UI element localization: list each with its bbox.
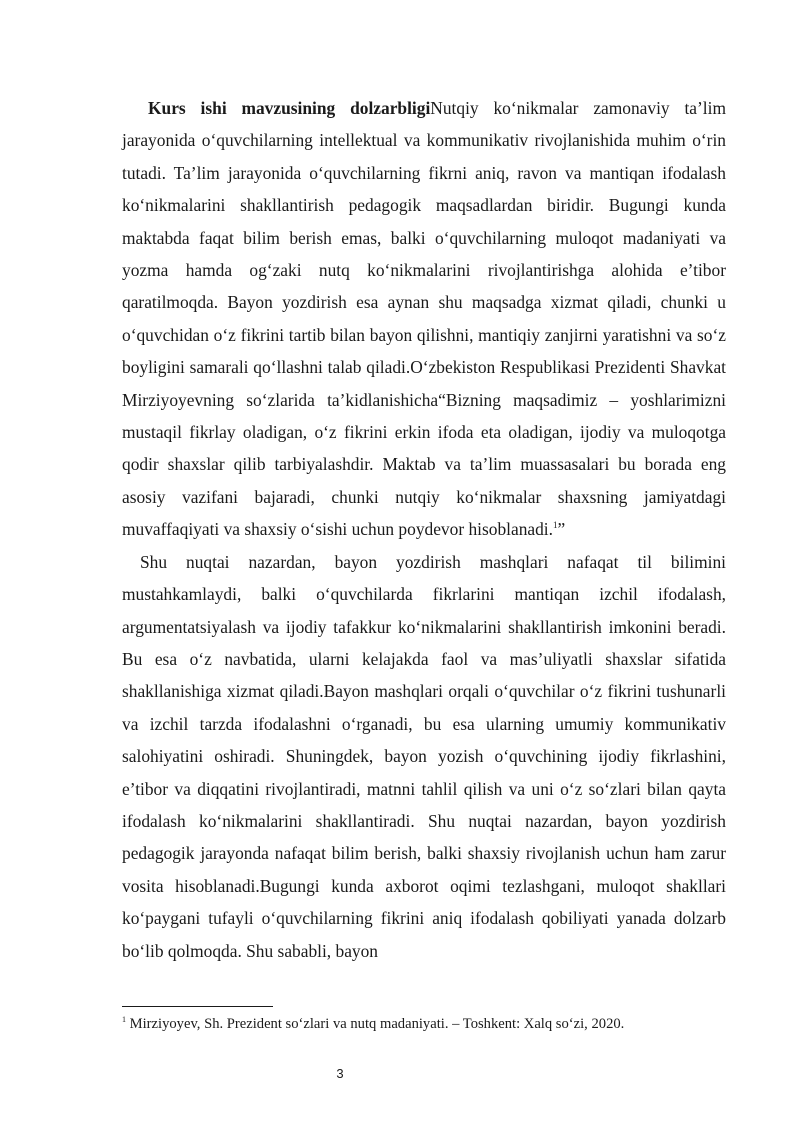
footnote-separator (122, 1006, 273, 1007)
section-heading: Kurs ishi mavzusining dolzarbligi (148, 98, 431, 118)
paragraph-1-text: Nutqiy ko‘nikmalar zamonaviy ta’lim jarayonida o‘quvchilarning intellektual va kommunikativ rivojlanishida muhim o‘rin tutadi. Ta’lim jarayonida o‘quvchilarning fikrni aniq, ravon va mantiqan ifodalash ko‘nikmalarini shakllantirish pedagogik maqsadlardan biridir. Bugungi kunda maktabda faqat bilim berish emas, balki o‘quvchilarning muloqot madaniyati va yozma hamda og‘zaki nutq ko‘nikmalarini rivojlantirishga alohida e’tibor qaratilmoqda. Bayon yozdirish esa aynan shu maqsadga xizmat qiladi, chunki u o‘quvchidan o‘z fikrini tartib bilan bayon qilishni, mantiqiy zanjirni yaratishni va so‘z boyligini samarali qo‘llashni talab qiladi.O‘zbekiston Respublikasi Prezidenti Shavkat Mirziyoyevning so‘zlarida ta’kidlanishicha“Bizning maqsadimiz – yoshlarimizni mustaqil fikrlay oladigan, o‘z fikrini erkin ifoda eta oladigan, ijodiy va muloqotga qodir shaxslar qilib tarbiyalashdir. Maktab va ta’lim muassasalari bu borada eng asosiy vazifani bajaradi, chunki nutqiy ko‘nikmalar shaxsning jamiyatdagi muvaffaqiyati va shaxsiy o‘sishi uchun poydevor hisoblanadi. (122, 98, 726, 540)
paragraph-2: Shu nuqtai nazardan, bayon yozdirish mashqlari nafaqat til bilimini mustahkamlaydi, balki o‘quvchilarda fikrlarini mantiqan izchil ifodalash, argumentatsiyalash va ijodiy tafakkur ko‘nikmalarini shakllantirish imkonini beradi. Bu esa o‘z navbatida, ularni kelajakda faol va mas’uliyatli shaxslar sifatida shakllanishiga xizmat qiladi.Bayon mashqlari orqali o‘quvchilar o‘z fikrini tushunarli va izchil tarzda ifodalashni o‘rganadi, bu esa ularning umumiy kommunikativ salohiyatini oshiradi. Shuningdek, bayon yozish o‘quvchining ijodiy fikrlashini, e’tibor va diqqatini rivojlantiradi, matnni tahlil qilish va uni o‘z so‘zlari bilan qayta ifodalash ko‘nikmalarini shakllantiradi. Shu nuqtai nazardan, bayon yozdirish pedagogik jarayonda nafaqat bilim berish, balki shaxsiy rivojlanish uchun ham zarur vosita hisoblanadi.Bugungi kunda axborot oqimi tezlashgani, muloqot shakllari ko‘paygani tufayli o‘quvchilarning fikrini aniq ifodalash qobiliyati yanada dolzarb bo‘lib qolmoqda. Shu sababli, bayon (122, 551, 726, 961)
paragraph-1 (122, 92, 726, 546)
footnote-reference[interactable]: 1 (553, 520, 558, 531)
closing-quote: ” (557, 519, 566, 540)
footnote-text: Mirziyoyev, Sh. Prezident so‘zlari va nutq madaniyati. – Toshkent: Xalq so‘zi, 2020. (126, 1016, 625, 1032)
footnote (122, 1014, 726, 1034)
footnote-marker: 1 (122, 1015, 126, 1025)
page-number: 3 (336, 1066, 344, 1081)
body-text (122, 92, 726, 967)
